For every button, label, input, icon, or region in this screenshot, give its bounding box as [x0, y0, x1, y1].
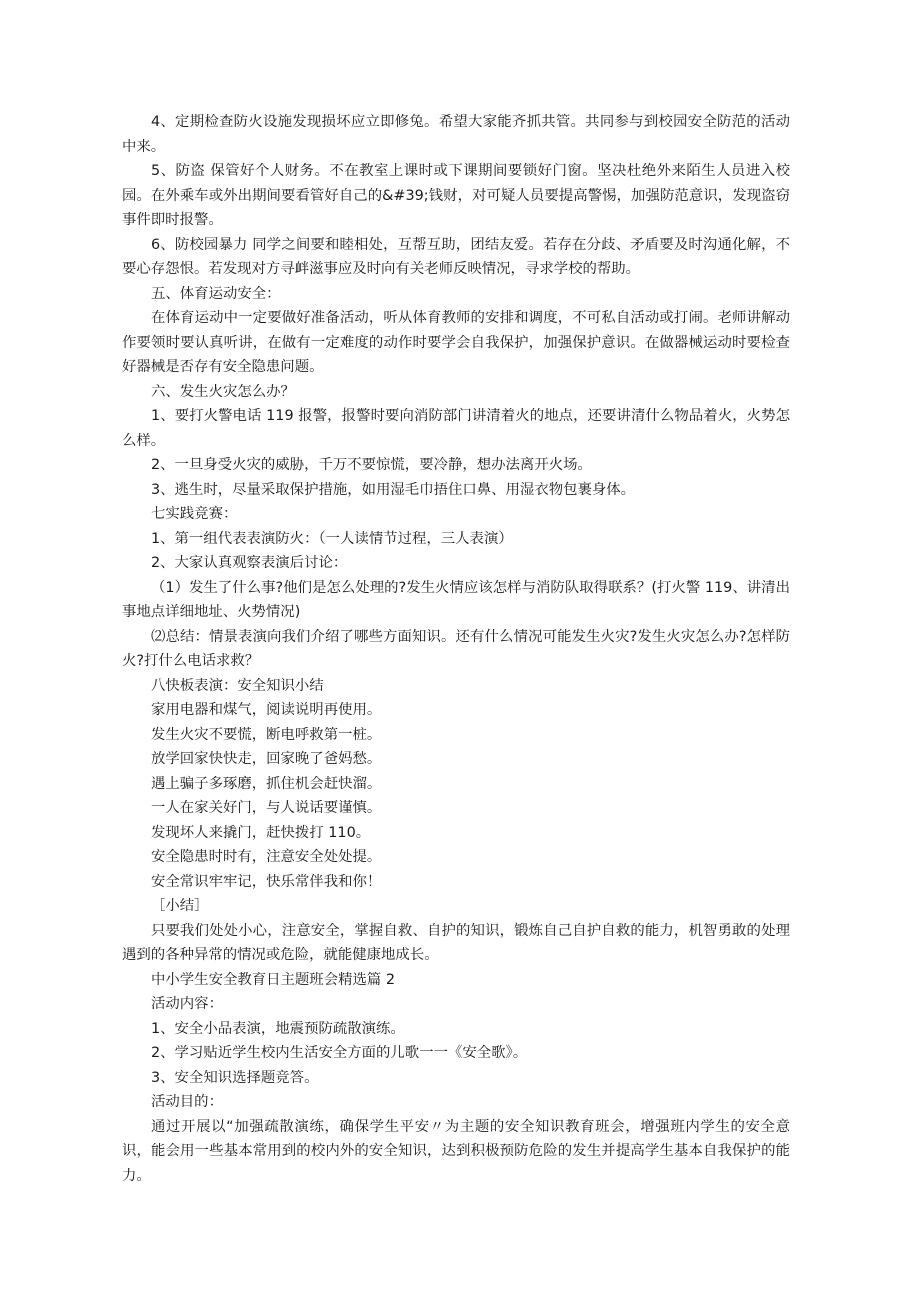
paragraph-activity-item-2: 2、学习贴近学生校内生活安全方面的儿歌一一《安全歌》。: [151, 1045, 528, 1061]
paragraph-school-violence: 6、防校园暴力 同学之间要和睦相处，互帮互助，团结友爱。若存在分歧、矛盾要及时沟通化解，不要心存怨恨。若发现对方寻衅滋事应及时向有关老师反映情况，寻求学校的帮助。: [122, 236, 790, 277]
verse-line-8: 安全常识牢牢记，快乐常伴我和你！: [151, 873, 382, 890]
document-body: [122, 110, 790, 1188]
paragraph-fire-facility-check: 4、定期检查防火设施发现损坏应立即修兔。希望大家能齐抓共管。共同参与到校园安全防范的活动中来。: [122, 114, 790, 155]
paragraph-contest-item-1: 1、第一组代表表演防火：（一人读情节过程，三人表演）: [151, 530, 513, 547]
verse-line-2: 发生火灾不要慌，断电呼救第一桩。: [151, 726, 382, 743]
heading-activity-purpose: 活动目的：: [151, 1094, 223, 1110]
paragraph-summary: 只要我们处处小心，注意安全，掌握自救、自护的知识，锻炼自己自护自救的能力，机智勇敢的处理遇到的各种异常的情况或危险，就能健康地成长。: [122, 922, 790, 963]
paragraph-activity-item-1: 1、安全小品表演，地震预防疏散演练。: [151, 1020, 405, 1037]
heading-article-2: 中小学生安全教育日主题班会精选篇 2: [151, 971, 395, 988]
paragraph-discussion-question: （1）发生了什么事?他们是怎么处理的?发生火情应该怎样与消防队取得联系？(打火警 119、讲清出事地点详细地址、火势情况): [122, 579, 790, 620]
verse-line-4: 遇上骗子多琢磨，抓住机会赶快溜。: [151, 775, 382, 792]
heading-clapper-performance: 八快板表演：安全知识小结: [151, 677, 324, 694]
heading-activity-content: 活动内容：: [151, 996, 223, 1012]
verse-line-5: 一人在家关好门，与人说话要谨慎。: [151, 800, 382, 816]
paragraph-activity-item-3: 3、安全知识选择题竞答。: [151, 1069, 319, 1086]
paragraph-theft-prevention: 5、防盗 保管好个人财务。不在教室上课时或下课期间要锁好门窗。坚决杜绝外来陌生人员进入校园。在外乘车或外出期间要看管好自己的&#39;钱财，对可疑人员要提高警惕，加强防范意识，发现盗窃事件即时报警。: [122, 163, 790, 228]
paragraph-activity-purpose: 通过开展以“加强疏散演练，确保学生平安〃为主题的安全知识教育班会，增强班内学生的安全意识，能会用一些基本常用到的校内外的安全知识，达到积极预防危险的发生并提高学生基本自我保护的能力。: [122, 1118, 790, 1184]
paragraph-fire-escape: 3、逃生时，尽量采取保护措施，如用湿毛巾捂住口鼻、用湿衣物包裹身体。: [151, 481, 636, 498]
verse-line-1: 家用电器和煤气，阅读说明再使用。: [151, 702, 382, 718]
heading-practice-contest: 七实践竞赛：: [151, 506, 238, 522]
verse-line-7: 安全隐患时时有，注意安全处处提。: [151, 849, 382, 865]
paragraph-fire-call-119: 1、要打火警电话 119 报警，报警时要向消防部门讲清着火的地点，还要讲清什么物品着火，火势怎么样。: [122, 408, 790, 449]
paragraph-sports-safety: 在体育运动中一定要做好准备活动，听从体育教师的安排和调度，不可私自活动或打闹。老师讲解动作要领时要认真听讲，在做有一定难度的动作时要学会自我保护，加强保护意识。在做器械运动时要检查好器械是否存有安全隐患问题。: [122, 310, 790, 375]
heading-summary: ［小结］: [151, 898, 209, 914]
heading-sports-safety: 五、体育运动安全：: [151, 285, 281, 302]
heading-fire-emergency: 六、发生火灾怎么办？: [151, 383, 295, 400]
paragraph-summary-question: ⑵总结：情景表演向我们介绍了哪些方面知识。还有什么情况可能发生火灾?发生火灾怎么办?怎样防火?打什么电话求救？: [122, 628, 790, 669]
paragraph-fire-stay-calm: 2、一旦身受火灾的威胁，千万不要惊慌，要冷静，想办法离开火场。: [151, 457, 592, 473]
paragraph-contest-item-2: 2、大家认真观察表演后讨论：: [151, 555, 348, 571]
verse-line-6: 发现坏人来撬门，赶快拨打 110。: [151, 824, 371, 841]
verse-line-3: 放学回家快快走，回家晚了爸妈愁。: [151, 751, 382, 767]
